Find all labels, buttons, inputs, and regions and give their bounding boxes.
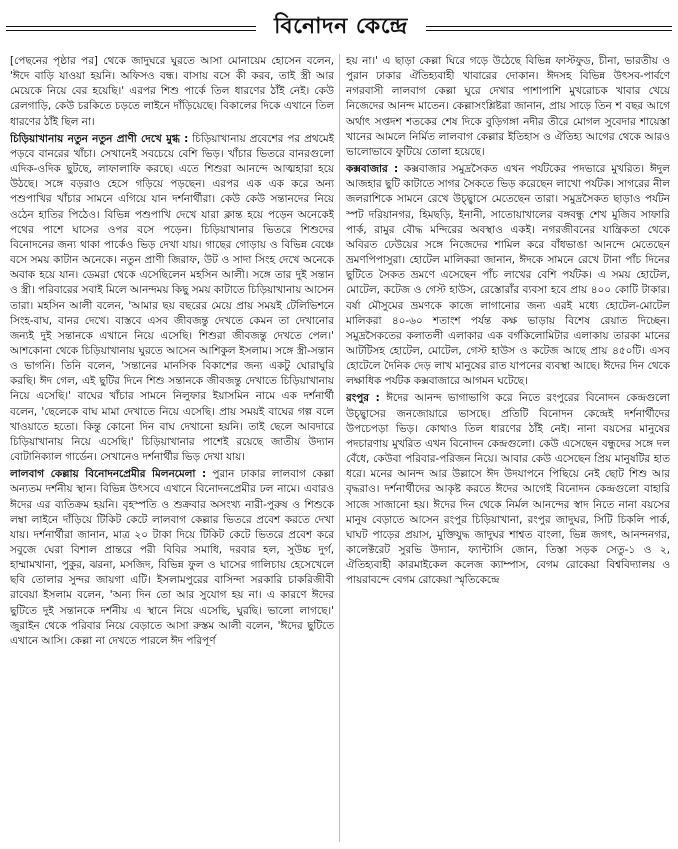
column-divider — [339, 54, 340, 842]
article-column-right — [346, 54, 670, 842]
article-column-left — [10, 54, 334, 842]
paragraph-text: পুরান ঢাকার লালবাগ কেল্লা অন্যতম দর্শনীয় স্থান। বিভিন্ন উৎসবে এখানে বিনোদনপ্রেমীর ঢল নামে। এবারও ঈদের এর ব্যতিক্রম হয়নি। বৃহস্পতি ও শুক্রবার অসংখ্য নারী-পুরুষ ও শিশুকে লম্বা লাইনে দাঁড়িয়ে টিকিট কেটে লালবাগ কেল্লার ভিতরে প্রবেশ করতে দেখা যায়। দর্শনার্থীরা জানান, মাত্র ২০ টাকা দিয়ে টিকিট কেটে ভিতরে প্রবেশ করে সবুজে ঘেরা বিশাল প্রান্তরে পরী বিবির সমাধি, দরবার হল, সুউচ্চ দুর্গ, হাম্মামখানা, পুকুর, ঝরনা, মসজিদ, বিভিন্ন ফুল ও ঘাসের গালিচায় হেসেখেলে ছবি তোলার সুন্দর জায়গা এটি। ইসলামপুরের বাসিন্দা সরকারি চাকরিজীবী রাবেয়া ইসলাম বলেন, 'অন্য দিন তো আর সুযোগ হয় না। এ কারণে ঈদের ছুটিতে দুই সন্তানকে দর্শনীয় এ স্থানে নিয়ে এসেছি, ঘুরছি। ভালো লাগছে।' জুরাইন থেকে পরিবার নিয়ে বেড়াতে আসা রুস্তম আলী বলেন, 'ঈদের ছুটিতে এখানে আসি। কেল্লা না দেখতে পারলে ঈদ পরিপূর্ণ — [10, 468, 334, 647]
paragraph — [346, 54, 670, 160]
subheading-coxsbazar: কক্সবাজার : — [346, 163, 399, 176]
paragraph-text: কক্সবাজার সমুদ্রসৈকত এখন পর্যটকের পদভারে মুখরিত। ঈদুল আজহার ছুটি কাটাতে সাগর সৈকতে ভিড় করেছেন লাখো পর্যটক। সাগরের নীল জলরাশিকে সামনে রেখে উচ্ছ্বাসে মেতেছেন তারা। সমুদ্রসৈকত ছাড়াও পর্যটন স্পট দরিয়ানগর, হিমছড়ি, ইনানী, সাতোয়াখালের বঙ্গবন্ধু শেখ মুজিব সাফারি পার্ক, রামুর বৌদ্ধ মন্দিরের অবস্থাও একই। নগরজীবনের যান্ত্রিকতা থেকে অবিরত ঢেউয়ের সঙ্গে নিজেদের শামিল করে বাঁধভাঙা আনন্দে মেতেছেন ভ্রমণপিপাসুরা। হোটেল মালিকরা জানান, ঈদকে সামনে রেখে টানা পাঁচ দিনের ছুটিতে সৈকত ভ্রমণে এসেছেন পাঁচ লাখের বেশি পর্যটক। এ সময় হোটেল, মোটেল, কটেজ ও গেস্ট হাউস, রেস্তোরাঁর ব্যবসা হবে প্রায় ৪০০ কোটি টাকার। বর্ষা মৌসুমের ভ্রমণকে কাজে লাগানোর জন্য এরই মধ্যে হোটেল-মোটেল মালিকরা ৪০-৬০ শতাংশ পর্যন্ত কক্ষ ভাড়ায় বিশেষ রেয়াত দিচ্ছেন। সমুদ্রসৈকতের কলাতলী এলাকার এক বর্গকিলোমিটার এলাকায় তারকা মানের আটটিসহ হোটেল, মোটেল, গেস্ট হাউস ও কটেজ আছে প্রায় ৪৫০টি। এসব হোটেলে দৈনিক দেড় লাখ মানুষের রাত যাপনের ব্যবস্থা আছে। ঈদের দিন থেকে লক্ষাধিক পর্যটক কক্সবাজারে আগমন ঘটেছে। — [346, 163, 670, 388]
paragraph — [10, 54, 334, 130]
paragraph-text: [পেছনের পৃষ্ঠার পর] থেকে জাদুঘরে ঘুরতে আসা মোনায়েম হোসেন বলেন, 'ঈদে বাড়ি যাওয়া হয়নি। অফিসও বন্ধ। বাসায় বসে কী করব, তাই স্ত্রী আর মেয়েকে নিয়ে বের হয়েছি।' এরপর শিশু পার্কে তিল ধারণের ঠাঁই নেই। কেউ রেলগাড়ি, কেউ চরকিতে চড়তে লাইনে দাঁড়িয়েছে। বিকালের দিকে এখানে তিল ধারণের ঠাঁই ছিল না। — [10, 55, 334, 128]
paragraph-text: ঈদের আনন্দ ভাগাভাগি করে নিতে রংপুরের বিনোদন কেন্দ্রগুলো উচ্ছ্বাসের জনজোয়ারে ভাসছে। প্রতিটি বিনোদন কেন্দ্রেই দর্শনার্থীদের উপচেপড়া ভিড়। কোথাও তিল ধারণের ঠাঁই নেই। নানা বয়সের মানুষের পদচারণায় মুখরিত এখন বিনোদন কেন্দ্রগুলো। কেউ এসেছেন বন্ধুদের সঙ্গে দল বেঁধে, কেউবা পরিবার-পরিজন নিয়ে। আবার কেউ এসেছেন প্রিয় মানুষটির হাত ধরে। মনের আনন্দ আর উল্লাসে ঈদ উদযাপনে পিছিয়ে নেই ছোট শিশু আর বৃদ্ধরাও। দর্শনার্থীদের আকৃষ্ট করতে ঈদের আগেই বিনোদন কেন্দ্রগুলো বাহারি সাজে সাজানো হয়। ঈদের দিন থেকে নির্মল আনন্দের স্বাদ নিতে নানা বয়সের মানুষ বেড়াতে আসেন রংপুর চিড়িয়াখানা, রংপুর জাদুঘর, সিটি চিকলি পার্ক, ঘাঘট পাড়ের প্রয়াস, মুক্তিযুদ্ধ জাদুঘর শাশ্বত বাংলা, ভিন্ন জগৎ, আনন্দনগর, কালেক্টরেট সুরভি উদ্যান, ফ্যান্টাসি জোন, তিস্তা সড়ক সেতু-১ ও ২, ঐতিহ্যবাহী কারমাইকেল কলেজ ক্যাম্পাস, বেগম রোকেয়া বিশ্ববিদ্যালয় ও পায়রাবন্দে বেগম রোকেয়া স্মৃতিকেন্দ্রে — [346, 392, 670, 587]
header-rule-right — [426, 26, 672, 31]
paragraph — [346, 391, 670, 588]
subheading-lalbagh: লালবাগ কেল্লায় বিনোদনপ্রেমীর মিলনমেলা : — [10, 468, 207, 481]
header-rule-left — [6, 26, 256, 31]
subheading-rangpur: রংপুর : — [346, 392, 380, 405]
paragraph-text: চিড়িয়াখানায় প্রবেশের পর প্রথমেই পড়বে বানরের খাঁচা। সেখানেই সবচেয়ে বেশি ভিড়। খাঁচার ভিতরে বানরগুলো এদিক-ওদিক ছুটছে, লাফালাফি করছে। এতে শিশুরা আনন্দে আত্মহারা হয়ে উঠছে। সঙ্গে বড়রাও হেসে গড়িয়ে পড়ছেন। এরপর এক এক করে অন্য পশুপাখির খাঁচার সামনে এগিয়ে যান দর্শনার্থীরা। কেউ কেউ সন্তানদের নিয়ে ওঠেন হাতির পিঠেও। বিভিন্ন পশুপাখি দেখে যারা ক্লান্ত হয়ে পড়েন অনেকেই পথের পাশে ঘাসের ওপর বসে পড়েন। চিড়িয়াখানার ভিতরে শিশুদের বিনোদনের জন্য থাকা পার্কেও ভিড় দেখা যায়। গাছের গোড়ায় ও বিভিন্ন বেঞ্চে বসে সময় কাটান অনেকে। নতুন প্রাণী জিরাফ, উট ও সাদা সিংহ দেখে অনেকে অবাক হয়ে যান। ডেমরা থেকে এসেছিলেন মহসিন আলী। সঙ্গে তার দুই সন্তান ও স্ত্রী। পরিবারের সবাই মিলে আনন্দময় কিছু সময় কাটাতে চিড়িয়াখানায় আসেন তারা। মহসিন আলী বলেন, 'আমার ছয় বছরের মেয়ে প্রায় সময়ই টেলিভিশনে সিংহ-বাঘ, বানর দেখে। বাস্তবে এসব জীবজন্তু দেখতে কেমন তা দেখানোর জন্যই দুই সন্তানকে এখানে নিয়ে এসেছি। শিশুরা জীবজন্তু দেখতে পেল।' আশকোনা থেকে চিড়িয়াখানায় ঘুরতে আসেন আশিকুল ইসলাম। সঙ্গে স্ত্রী-সন্তান ও ভাগনি। তিনি বলেন, 'সন্তানের মানসিক বিকাশের জন্য একটু ঘোরাঘুরি করছি। ঈদ গেল, এই ছুটির দিনে শিশু সন্তানকে জীবজন্তু দেখাতে চিড়িয়াখানায় নিয়ে এসেছি।' বাঘের খাঁচার সামনে নিলুফার ইয়াসমিন নামে এক দর্শনার্থী বলেন, 'ছেলেকে বাঘ মামা দেখাতে নিয়ে এসেছি। প্রায় সময়ই বাঘের গল্প বলে খাওয়াতে হতো। কিন্তু কোনো দিন বাঘ দেখানো হয়নি। তাই ছেলে আবদারে চিড়িয়াখানায় নিয়ে এসেছি।' চিড়িয়াখানার পাশেই রয়েছে জাতীয় উদ্যান বোটানিক্যাল গার্ডেন। সেখানেও দর্শনার্থীর ভিড় দেখা যায়। — [10, 132, 334, 464]
paragraph-text: হয় না।' এ ছাড়া কেল্লা ঘিরে গড়ে উঠেছে বিভিন্ন ফাস্টফুড, চীনা, ভারতীয় ও পুরান ঢাকার ঐতিহ্যবাহী খাবারের দোকান। ঈদসহ বিভিন্ন উৎসব-পার্বণে নগরবাসী লালবাগ কেল্লা ঘুরে দেখার পাশাপাশি মুখরোচক খাবার খেয়ে নিজেদের আনন্দ মাতেন। কেল্লাসংশ্লিষ্টরা জানান, প্রায় সাড়ে তিন শ বছর আগে অর্থাৎ সপ্তদশ শতকের শেষ দিকে বুড়িগঙ্গা নদীর তীরে মোগল সুবেদার শায়েস্তা খানের আমলে নির্মিত লালবাগ কেল্লার ইতিহাস ও ঐতিহ্য আগের থেকে আরও ভালোভাবে ফুটিয়ে তোলা হয়েছে। — [346, 55, 670, 158]
section-header — [0, 0, 678, 50]
paragraph — [10, 132, 334, 465]
paragraph — [10, 467, 334, 649]
paragraph — [346, 162, 670, 389]
section-title: বিনোদন কেন্দ্রে — [274, 13, 408, 39]
subheading-zoo: চিড়িয়াখানায় নতুন নতুন প্রাণী দেখে মুগ্ধ : — [10, 132, 189, 145]
